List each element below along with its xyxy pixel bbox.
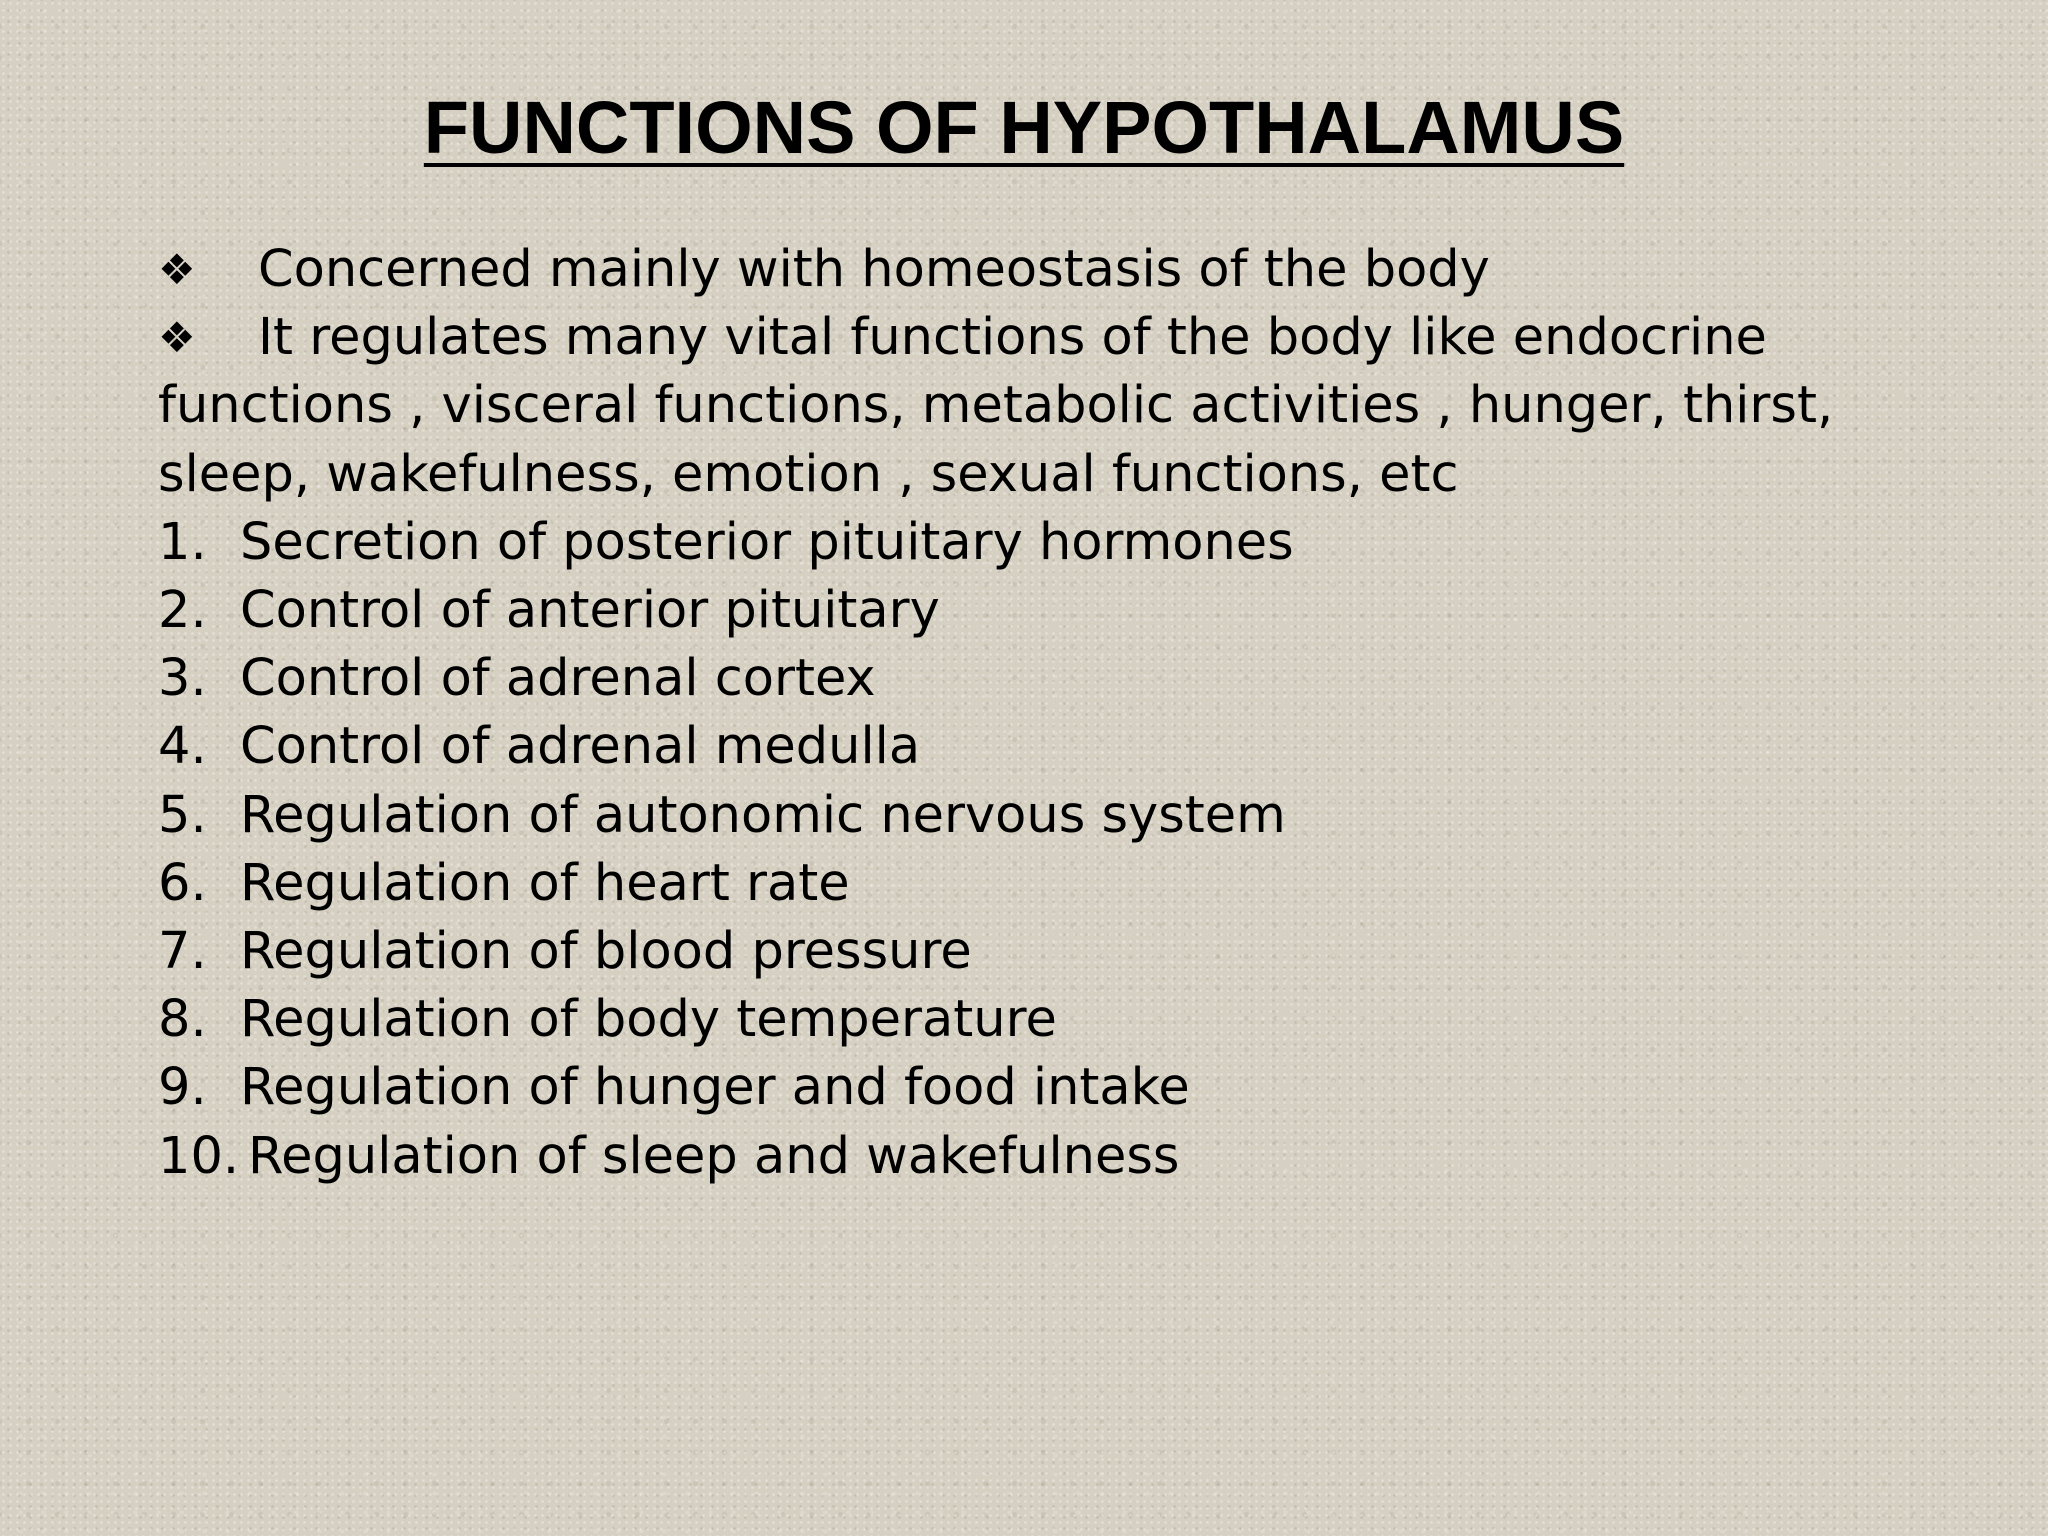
bullet-item	[158, 236, 1978, 304]
list-item-text: Control of adrenal medulla	[240, 717, 921, 777]
list-item-number: 10.	[158, 1126, 240, 1186]
slide-content	[158, 236, 1978, 1191]
list-item-number: 8.	[158, 990, 207, 1050]
list-item-text: Control of adrenal cortex	[240, 649, 876, 709]
list-item	[158, 713, 1978, 781]
list-item-number: 7.	[158, 922, 207, 982]
list-item	[158, 918, 1978, 986]
bullet-text: It regulates many vital functions of the body like endocrine functions , visceral functions, metabolic activities , hunger, thirst, sleep, wakefulness, emotion , sexual functions, etc	[158, 308, 1834, 504]
list-item-text: Secretion of posterior pituitary hormones	[240, 512, 1294, 572]
bullet-text: Concerned mainly with homeostasis of the body	[258, 240, 1490, 299]
list-item	[158, 850, 1978, 918]
list-item	[158, 1123, 1978, 1191]
list-item	[158, 577, 1978, 645]
list-item	[158, 782, 1978, 850]
bullet-item	[158, 304, 1978, 509]
list-item-number: 6.	[158, 853, 207, 913]
list-item	[158, 509, 1978, 577]
list-item-number: 3.	[158, 649, 207, 709]
list-item	[158, 645, 1978, 713]
numbered-list	[158, 509, 1978, 1191]
list-item-number: 2.	[158, 581, 207, 641]
list-item-number: 4.	[158, 717, 207, 777]
diamond-bullet-icon: ❖	[158, 313, 196, 363]
list-item-number: 9.	[158, 1058, 207, 1118]
list-item-number: 5.	[158, 785, 207, 845]
list-item	[158, 1054, 1978, 1122]
list-item-text: Regulation of heart rate	[240, 853, 850, 913]
list-item-text: Regulation of hunger and food intake	[240, 1058, 1190, 1118]
list-item-text: Regulation of autonomic nervous system	[240, 785, 1286, 845]
list-item-text: Regulation of blood pressure	[240, 922, 972, 982]
diamond-bullet-icon: ❖	[158, 245, 196, 294]
list-item-number: 1.	[158, 512, 207, 572]
list-item	[158, 986, 1978, 1054]
list-item-text: Regulation of body temperature	[240, 990, 1057, 1050]
slide-title	[0, 84, 2048, 172]
list-item-text: Regulation of sleep and wakefulness	[248, 1126, 1180, 1186]
list-item-text: Control of anterior pituitary	[240, 581, 940, 641]
slide-title-text: FUNCTIONS OF HYPOTHALAMUS	[423, 86, 1625, 169]
